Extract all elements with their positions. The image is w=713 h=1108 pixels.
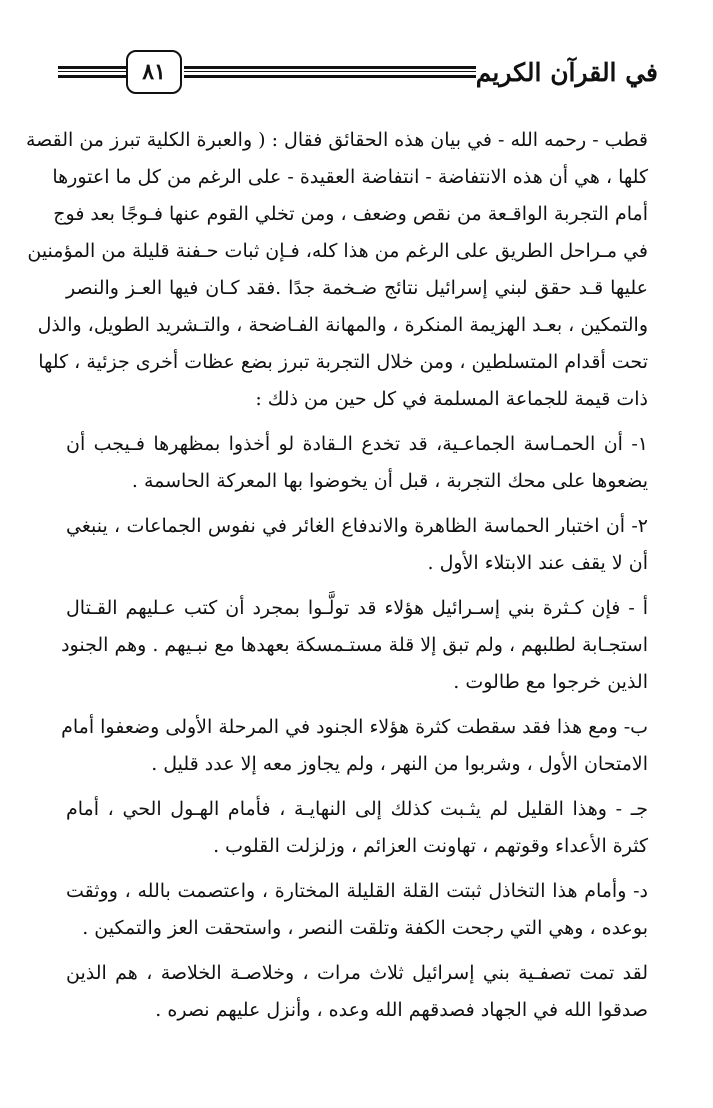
- sub-item-text: د- وأمام هذا التخاذل ثبتت القلة القليلة المختارة ، واعتصمت بالله ، ووثقت: [66, 880, 648, 902]
- sub-item-text: جـ - وهذا القليل لم يثـبت كذلك إلى النهايـة ، فأمام الهـول الحي ، أمام: [66, 798, 648, 820]
- text-line: عليها قـد حقق لبني إسرائيل نتائج ضـخمة جدًا .فقد كـان فيها العـز والنصر: [66, 277, 648, 299]
- page-header: [58, 50, 658, 110]
- body-text: [25, 122, 648, 1029]
- list-item-text: أن لا يقف عند الابتلاء الأول .: [427, 552, 648, 574]
- sub-item-text: الامتحان الأول ، وشربوا من النهر ، ولم يجاوز معه إلا عدد قليل .: [151, 753, 648, 775]
- running-title: في القرآن الكريم: [475, 58, 658, 87]
- header-rule-left: [58, 66, 126, 78]
- text-line: تحت أقدام المتسلطين ، ومن خلال التجربة تبرز بضع عظات أخرى جزئية ، كلها: [38, 351, 648, 373]
- text-line: كلها ، هي أن هذه الانتفاضة - انتفاضة العقيدة - على الرغم من كل ما اعتورها: [52, 166, 648, 188]
- sub-item-text: أ - فإن كـثرة بني إسـرائيل هؤلاء قد تولَّـوا بمجرد أن كتب عـليهم القـتال: [66, 597, 648, 619]
- text-line: لقد تمت تصفـية بني إسرائيل ثلاث مرات ، وخلاصـة الخلاصة ، هم الذين: [66, 962, 648, 984]
- sub-item-text: كثرة الأعداء وقوتهم ، تهاونت العزائم ، وزلزلت القلوب .: [213, 835, 648, 857]
- list-item-text: ١- أن الحمـاسة الجماعـية، قد تخدع الـقادة لو أخذوا بمظهرها فـيجب أن: [66, 433, 648, 455]
- sub-item-text: ب- ومع هذا فقد سقطت كثرة هؤلاء الجنود في المرحلة الأولى وضعفوا أمام: [61, 716, 648, 738]
- text-line: في مـراحل الطريق على الرغم من هذا كله، فـإن ثبات حـفنة قليلة من المؤمنين: [27, 240, 648, 262]
- header-rule-right: [184, 66, 476, 78]
- sub-item-text: بوعده ، وهي التي رجحت الكفة وتلقت النصر ، واستحقت العز والتمكين .: [82, 917, 648, 939]
- text-line: صدقوا الله في الجهاد فصدقهم الله وعده ، وأنزل عليهم نصره .: [155, 999, 648, 1021]
- text-line: والتمكين ، بعـد الهزيمة المنكرة ، والمهانة الفـاضحة ، والتـشريد الطويل، والذل: [37, 314, 648, 336]
- text-line: أمام التجربة الواقـعة من نقص وضعف ، ومن تخلي القوم عنها فـوجًا بعد فوج: [53, 203, 648, 225]
- sub-item-text: استجـابة لطلبهم ، ولم تبق إلا قلة مستـمسكة بعهدها مع نبـيهم . وهم الجنود: [61, 634, 648, 656]
- list-item-text: ٢- أن اختبار الحماسة الظاهرة والاندفاع الغائر في نفوس الجماعات ، ينبغي: [66, 515, 648, 537]
- page-number: ٨١: [126, 50, 182, 94]
- sub-item-text: الذين خرجوا مع طالوت .: [453, 671, 648, 693]
- list-item-text: يضعوها على محك التجربة ، قبل أن يخوضوا بها المعركة الحاسمة .: [131, 470, 648, 492]
- text-line: ذات قيمة للجماعة المسلمة في كل حين من ذلك :: [255, 388, 648, 410]
- text-line: قطب - رحمه الله - في بيان هذه الحقائق فقال : ( والعبرة الكلية تبرز من القصة: [25, 129, 648, 151]
